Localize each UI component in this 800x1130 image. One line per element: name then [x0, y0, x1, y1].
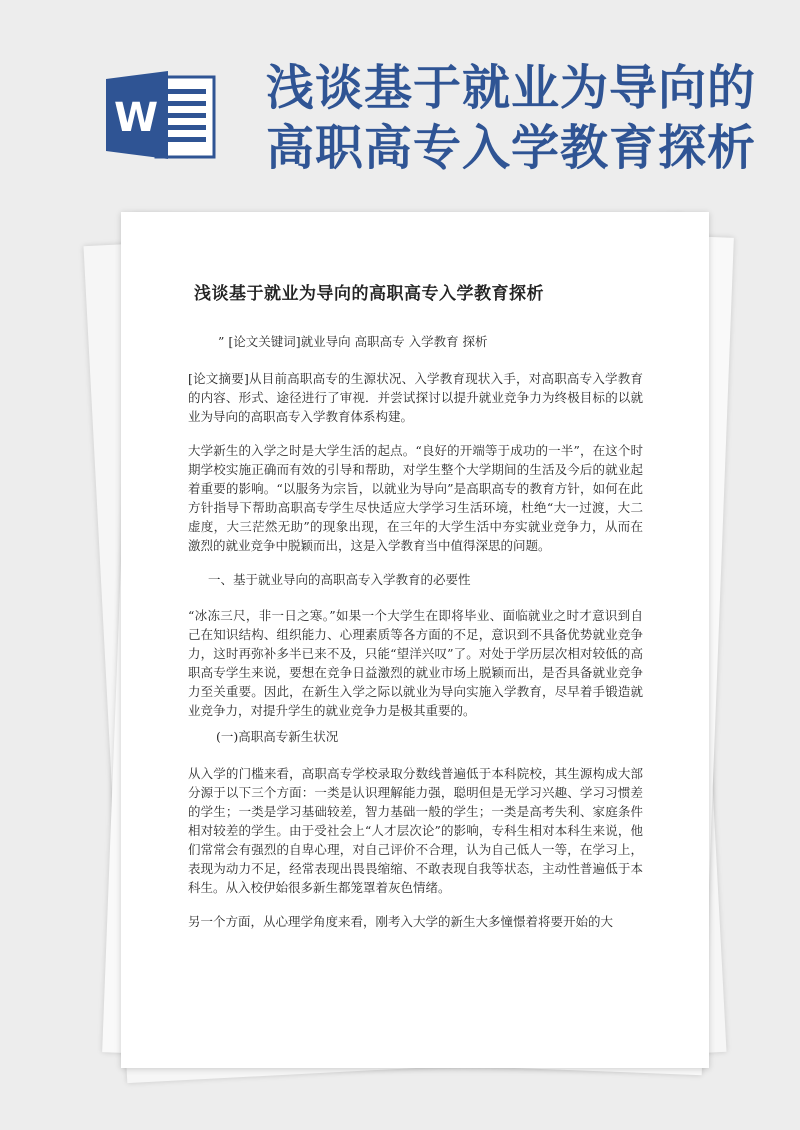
document-abstract: [论文摘要]从目前高职高专的生源状况、入学教育现状入手，对高职高专入学教育的内容、形式、途径进行了审视．并尝试探讨以提升就业竞争力为终极目标的以就业为导向的高职高专入学教育体系构建。: [188, 371, 643, 424]
paragraph: 另一个方面，从心理学角度来看，刚考入大学的新生大多憧憬着将要开始的大: [188, 914, 614, 929]
document-keywords: ” [论文关键词]就业导向 高职高专 入学教育 探析: [218, 334, 488, 349]
document-body: [188, 280, 643, 946]
paragraph: “冰冻三尺，非一日之寒。”如果一个大学生在即将毕业、面临就业之时才意识到自己在知识结构、组织能力、心理素质等各方面的不足，意识到不具备优势就业竞争力，这时再弥补多半已来不及，只能“望洋兴叹”了。对处于学历层次相对较低的高职高专学生来说，要想在竞争日益激烈的就业市场上脱颖而出，是否具备就业竞争力至关重要。因此，在新生入学之际以就业为导向实施入学教育，尽早着手锻造就业竞争力，对提升学生的就业竞争力是极其重要的。: [188, 608, 643, 718]
paragraph: 从入学的门槛来看，高职高专学校录取分数线普遍低于本科院校，其生源构成大部分源于以下三个方面：一类是认识理解能力强，聪明但是无学习兴趣、学习习惯差的学生；一类是学习基础较差，智力基础一般的学生；一类是高考失利、家庭条件相对较差的学生。由于受社会上“人才层次论”的影响，专科生相对本科生来说，他们常常会有强烈的自卑心理，对自己评价不合理，认为自己低人一等，在学习上，表现为动力不足，经常表现出畏畏缩缩、不敢表现自我等状态，主动性普遍低于本科生。从入校伊始很多新生都笼罩着灰色情绪。: [188, 766, 643, 895]
word-document-icon: [106, 69, 218, 161]
word-logo-letter: W: [113, 95, 159, 141]
paragraph: 大学新生的入学之时是大学生活的起点。“良好的开端等于成功的一半”，在这个时期学校实施正确而有效的引导和帮助，对学生整个大学期间的生活及今后的就业起着重要的影响。“以服务为宗旨，以就业为导向”是高职高专的教育方针，如何在此方针指导下帮助高职高专学生尽快适应大学学习生活环境，杜绝“大一过渡，大二虚度，大三茫然无助”的现象出现，在三年的大学生活中夯实就业竞争力，从而在激烈的就业竞争中脱颖而出，这是入学教育当中值得深思的问题。: [188, 443, 643, 553]
subsection-heading: (一)高职高专新生状况: [216, 729, 339, 744]
section-heading: 一、基于就业导向的高职高专入学教育的必要性: [208, 572, 471, 587]
header-title: [266, 58, 756, 178]
header-title-line1: 浅谈基于就业为导向的: [266, 60, 757, 116]
header-title-line2: 高职高专入学教育探析: [266, 120, 757, 176]
document-title: 浅谈基于就业为导向的高职高专入学教育探析: [194, 284, 544, 304]
